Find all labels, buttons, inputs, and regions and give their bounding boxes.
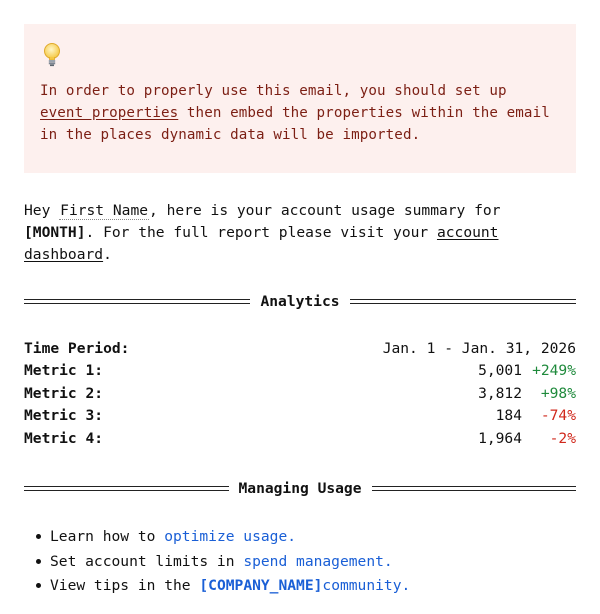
managing-usage-title: Managing Usage	[238, 480, 362, 497]
setup-notice	[24, 24, 576, 173]
email-body	[24, 0, 576, 598]
metric-value: 1,964	[478, 429, 522, 447]
metric-row	[24, 360, 576, 383]
metric-row	[24, 427, 576, 450]
metric-change: +98%	[540, 384, 576, 402]
list-item	[36, 525, 576, 550]
metric-row	[24, 405, 576, 428]
list-item	[36, 549, 576, 574]
divider-left	[24, 299, 250, 304]
time-period-value: Jan. 1 - Jan. 31, 2026	[382, 339, 576, 357]
intro-after: . For the full report please visit your	[85, 224, 437, 241]
metric-label: Metric 4:	[24, 429, 104, 447]
spend-management-link[interactable]: spend management.	[243, 552, 393, 570]
managing-usage-heading	[24, 477, 576, 501]
company-name-token: [COMPANY_NAME]	[199, 577, 323, 595]
metric-change: -74%	[540, 407, 576, 425]
metric-label: Metric 1:	[24, 362, 104, 380]
bullet-icon	[36, 534, 41, 539]
month-token: [MONTH]	[24, 224, 86, 241]
tip-text: Learn how to	[50, 528, 156, 546]
metric-value: 184	[495, 407, 522, 425]
time-period-row	[24, 337, 576, 360]
optimize-usage-link[interactable]: optimize usage.	[164, 528, 297, 546]
intro-end: .	[103, 246, 112, 263]
notice-text-after: then embed the properties within the email in the places dynamic data will be imported.	[40, 105, 550, 143]
divider-left	[24, 486, 229, 491]
bullet-icon	[36, 583, 41, 588]
tip-text: Set account limits in	[50, 552, 235, 570]
lightbulb-icon	[42, 42, 62, 68]
analytics-heading	[24, 289, 576, 313]
analytics-title: Analytics	[260, 292, 340, 310]
metrics-table	[24, 337, 576, 450]
intro-greeting: Hey	[24, 202, 60, 219]
metric-change: -2%	[549, 429, 576, 447]
bullet-icon	[36, 559, 41, 564]
metric-change: +249%	[532, 362, 576, 380]
notice-text-before: In order to properly use this email, you should set up	[40, 83, 507, 99]
divider-right	[372, 486, 577, 491]
metric-label: Metric 3:	[24, 407, 104, 425]
time-period-label: Time Period:	[24, 339, 130, 357]
first-name-token: First Name	[60, 202, 149, 219]
event-properties-link[interactable]: event properties	[40, 105, 179, 121]
notice-text	[40, 80, 552, 146]
metric-value: 3,812	[478, 384, 522, 402]
account-dashboard-link[interactable]: account dashboard	[24, 224, 499, 263]
intro-paragraph	[24, 200, 576, 266]
metric-label: Metric 2:	[24, 384, 104, 402]
intro-mid: , here is your account usage summary for	[149, 202, 501, 219]
metric-row	[24, 382, 576, 405]
community-link[interactable]: community.	[322, 577, 411, 595]
tip-text: View tips in the	[50, 577, 191, 595]
metric-value: 5,001	[478, 362, 522, 380]
list-item	[36, 574, 576, 599]
divider-right	[350, 299, 576, 304]
usage-tips-list	[24, 525, 576, 599]
